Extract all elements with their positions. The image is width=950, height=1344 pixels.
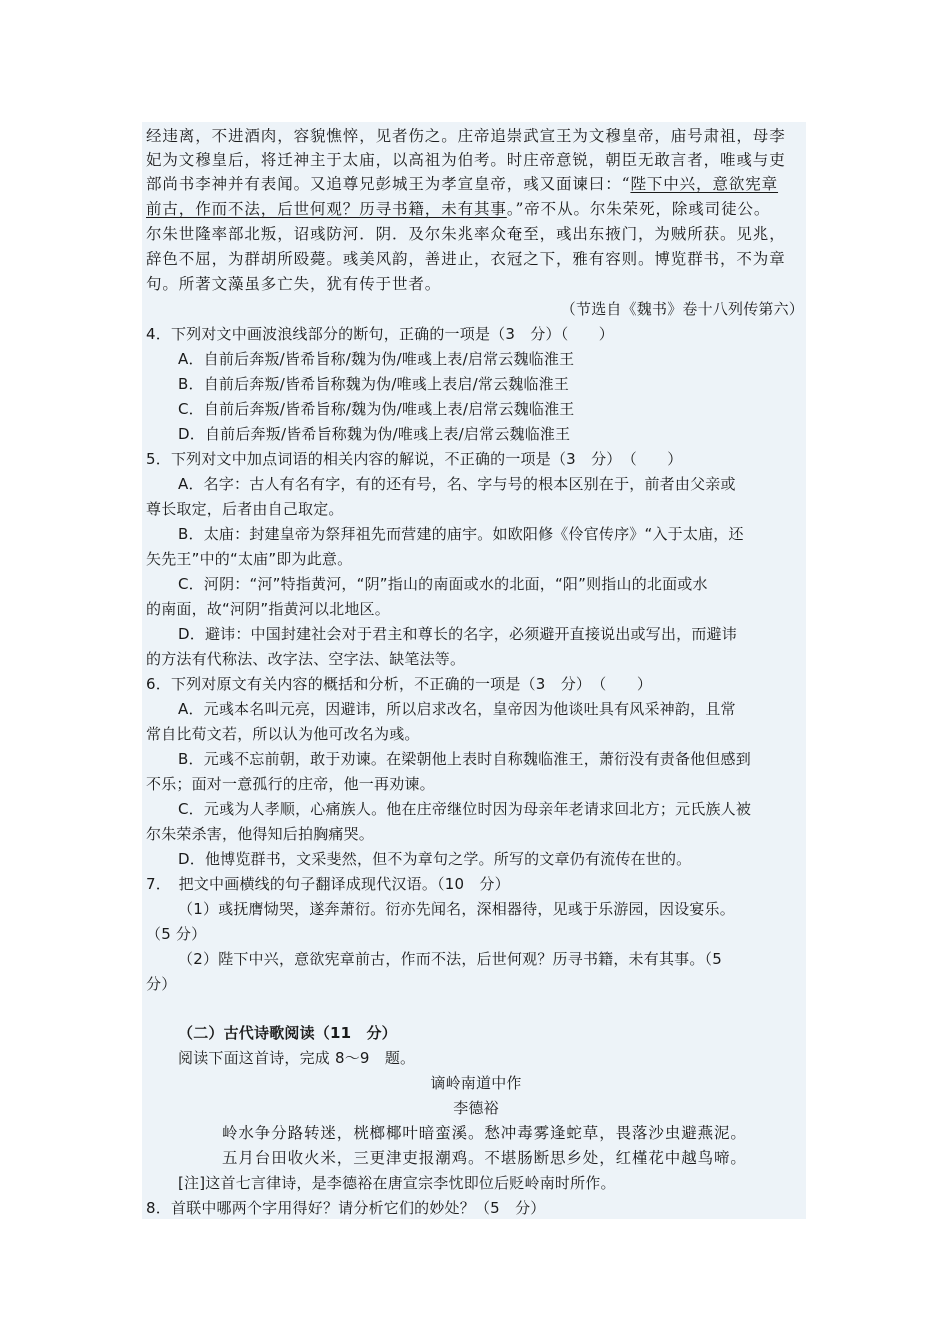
poem-note: [注]这首七言律诗，是李德裕在唐宣宗李忱即位后贬岭南时所作。: [178, 1174, 616, 1192]
q4-option-b: B．自前后奔叛/皆希旨称魏为伪/唯彧上表启/常云魏临淮王: [178, 375, 570, 393]
q6-option-b-line-1: B．元彧不忘前朝，敢于劝谏。在梁朝他上表时自称魏临淮王，萧衍没有责备他但感到: [178, 750, 751, 768]
q6-option-c-line-1: C．元彧为人孝顺，心痛族人。他在庄帝继位时因为母亲年老请求回北方；元氏族人被: [178, 800, 752, 818]
q7-part-2: （2）陛下中兴，意欲宪章前古，作而不法，后世何观？历寻书籍，未有其事。（5: [178, 950, 722, 968]
q5-option-d-line-1: D．避讳：中国封建社会对于君主和尊长的名字，必须避开直接说出或写出，而避讳: [178, 625, 737, 643]
passage-line-4-rest: 。”帝不从。尔朱荣死，除彧司徒公。: [506, 200, 771, 218]
q5-option-b-line-2: 矢先王”中的“太庙”即为此意。: [146, 550, 353, 568]
passage-line-7: 句。所著文藻虽多亡失，犹有传于世者。: [146, 275, 442, 293]
q7-part-1: （1）彧抚膺恸哭，遂奔萧衍。衍亦先闻名，深相器待，见彧于乐游园，因设宴乐。: [178, 900, 735, 918]
passage-line-3-text: 部尚书李神并有表闻。又追尊兄彭城王为孝宣皇帝，彧又面谏曰：“: [146, 175, 631, 193]
q7-part-2-score: 分）: [146, 975, 177, 993]
q7-part-1-score: （5 分）: [146, 925, 207, 943]
q6-option-a-line-1: A．元彧本名叫元亮，因避讳，所以启求改名，皇帝因为他谈吐具有风采神韵，且常: [178, 700, 736, 718]
passage-line-4: [146, 197, 806, 221]
q5-option-a-line-1: A．名字：古人有名有字，有的还有号，名、字与号的根本区别在于，前者由父亲或: [178, 475, 736, 493]
q5-option-a-line-2: 尊长取定，后者由自己取定。: [146, 500, 344, 518]
poem-line-1: 岭水争分路转迷，桄榔椰叶暗蛮溪。愁冲毒雾逢蛇草，畏落沙虫避燕泥。: [222, 1124, 747, 1142]
passage-line-1: 经违离，不进酒肉，容貌憔悴，见者伤之。庄帝追崇武宣王为文穆皇帝，庙号肃祖，母李: [146, 127, 786, 145]
section-2-instruction: 阅读下面这首诗，完成 8～9 题。: [178, 1049, 416, 1067]
q7-stem: 7． 把文中画横线的句子翻译成现代汉语。（10 分）: [146, 875, 510, 893]
q5-option-c-line-2: 的南面，故“河阴”指黄河以北地区。: [146, 600, 390, 618]
underlined-sentence-part-2: 前古，作而不法，后世何观？历寻书籍，未有其事: [146, 200, 507, 218]
passage-line-2: 妃为文穆皇后，将迁神主于太庙，以高祖为伯考。时庄帝意锐，朝臣无敢言者，唯彧与吏: [146, 151, 786, 169]
poem-title: 谪岭南道中作: [430, 1074, 522, 1092]
q5-option-b-line-1: B．太庙：封建皇帝为祭拜祖先而营建的庙宇。如欧阳修《伶官传序》“入于太庙，还: [178, 525, 744, 543]
q6-option-a-line-2: 常自比荀文若，所以认为他可改名为彧。: [146, 725, 420, 743]
q4-stem: 4．下列对文中画波浪线部分的断句，正确的一项是（3 分）（ ）: [146, 325, 614, 343]
q4-option-d: D．自前后奔叛/皆希旨称魏为伪/唯彧上表/启常云魏临淮王: [178, 425, 571, 443]
passage-line-3: [146, 172, 806, 196]
q8-stem: 8．首联中哪两个字用得好？请分析它们的妙处？（5 分）: [146, 1199, 546, 1217]
q5-option-d-line-2: 的方法有代称法、改字法、空字法、缺笔法等。: [146, 650, 466, 668]
passage-line-6: 辞色不屈，为群胡所殴薨。彧美风韵，善进止，衣冠之下，雅有容则。博览群书，不为章: [146, 250, 786, 268]
underlined-sentence-part-1: 陛下中兴，意欲宪章: [630, 175, 779, 193]
q4-option-c: C．自前后奔叛/皆希旨称/魏为伪/唯彧上表/启常云魏临淮王: [178, 400, 575, 418]
q4-option-a: A．自前后奔叛/皆希旨称/魏为伪/唯彧上表/启常云魏临淮王: [178, 350, 575, 368]
q5-stem: 5．下列对文中加点词语的相关内容的解说，不正确的一项是（3 分） （ ）: [146, 450, 683, 468]
q6-option-b-line-2: 不乐；面对一意孤行的庄帝，他一再劝谏。: [146, 775, 435, 793]
poem-line-2: 五月台田收火米，三更津吏报潮鸡。不堪肠断思乡处，红槿花中越鸟啼。: [222, 1149, 747, 1167]
passage-source: （节选自《魏书》卷十八列传第六）: [560, 300, 804, 318]
q5-option-c-line-1: C．河阴：“河”特指黄河，“阴”指山的南面或水的北面，“阳”则指山的北面或水: [178, 575, 708, 593]
q6-option-c-line-2: 尔朱荣杀害，他得知后拍胸痛哭。: [146, 825, 375, 843]
q6-option-d: D．他博览群书，文采斐然，但不为章句之学。所写的文章仍有流传在世的。: [178, 850, 692, 868]
section-2-heading: （二）古代诗歌阅读（11 分）: [178, 1024, 397, 1042]
passage-line-5: 尔朱世隆率部北叛，诏彧防河．阴．及尔朱兆率众奄至，彧出东掖门，为贼所获。见兆，: [146, 225, 786, 243]
q6-stem: 6．下列对原文有关内容的概括和分析，不正确的一项是（3 分） （ ）: [146, 675, 653, 693]
poem-author: 李德裕: [453, 1099, 499, 1117]
